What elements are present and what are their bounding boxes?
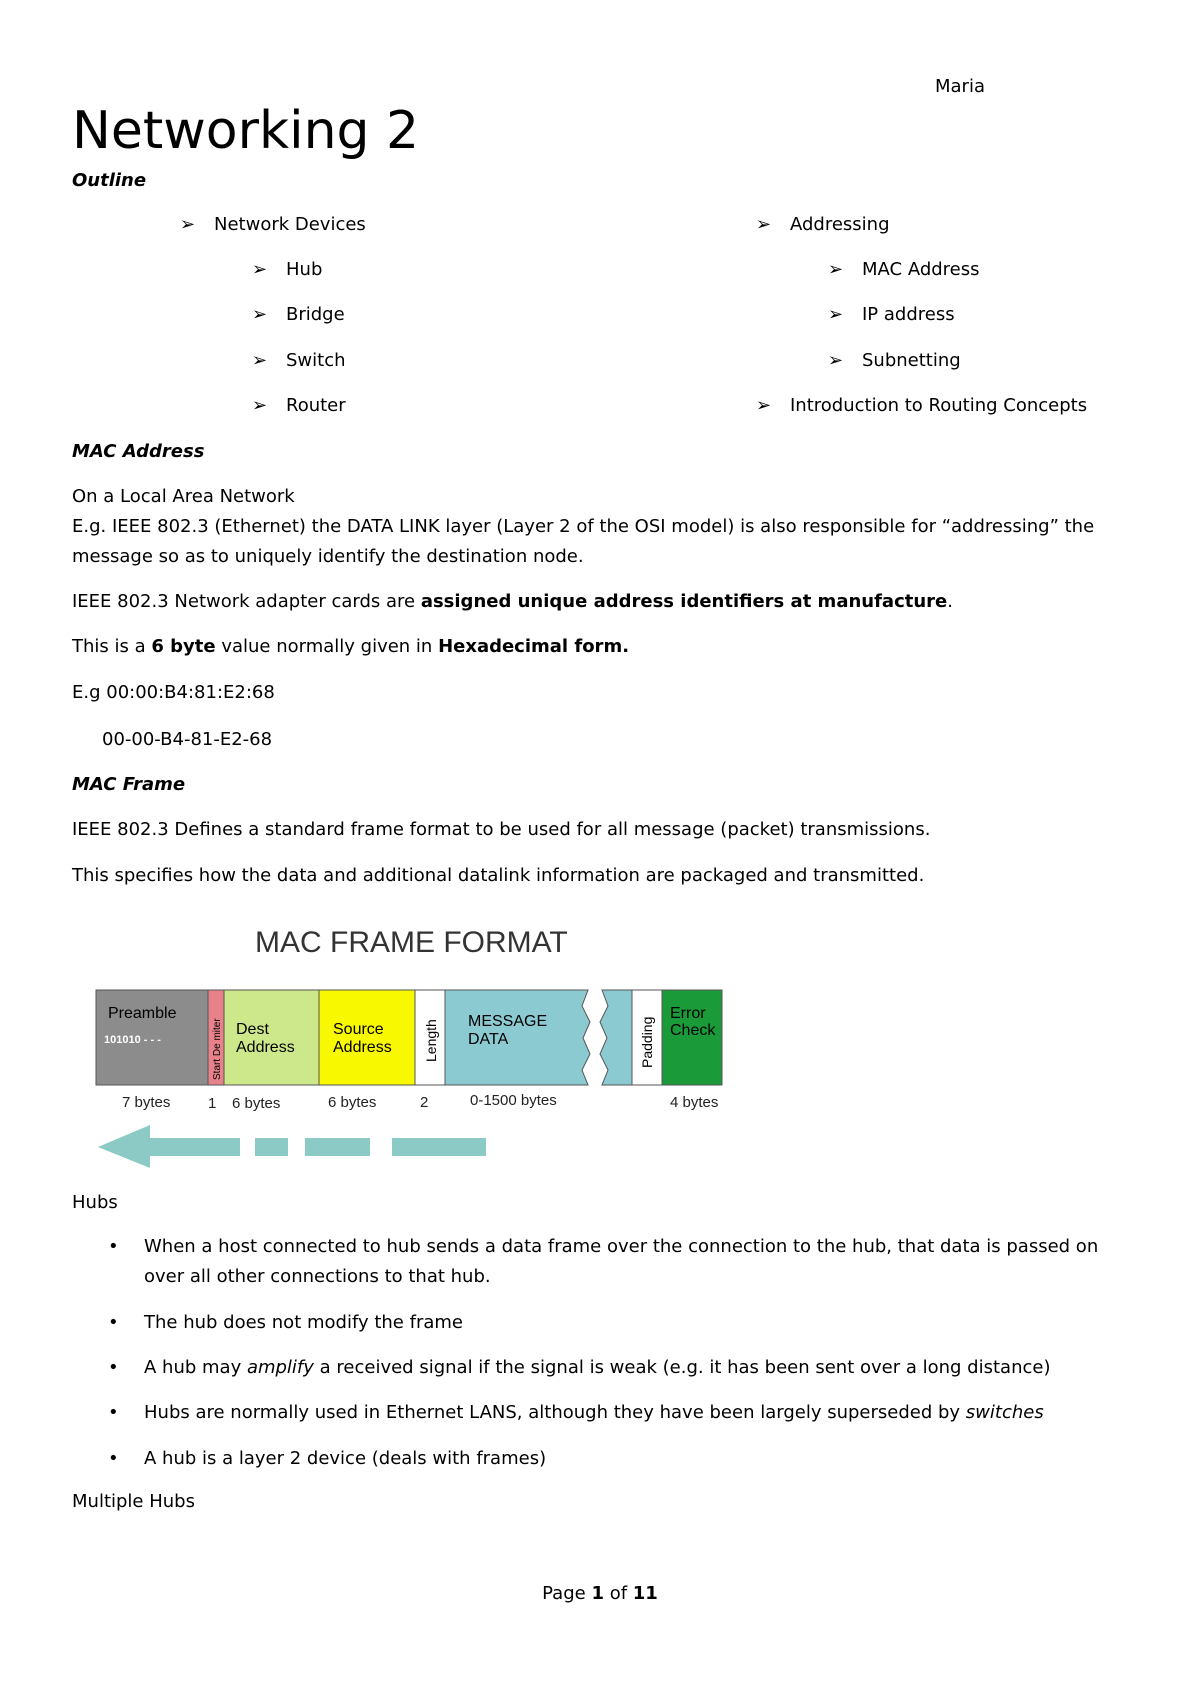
outline-item-addressing: ➢ Addressing bbox=[756, 214, 890, 235]
page-number: 1 bbox=[591, 1583, 604, 1604]
mac-frame-paragraph-2: This specifies how the data and additional datalink information are packaged and transmitted. bbox=[72, 865, 925, 886]
bullet-dot-icon: • bbox=[108, 1236, 119, 1257]
outline-item-network-devices: ➢ Network Devices bbox=[180, 214, 366, 235]
mac-address-format: This is a 6 byte value normally given in Hexadecimal form. bbox=[72, 636, 630, 657]
size-error-check: 4 bytes bbox=[670, 1094, 719, 1111]
arrow-bullet-icon: ➢ bbox=[180, 214, 196, 235]
size-start-delimiter: 1 bbox=[208, 1095, 217, 1112]
message-data-field bbox=[445, 990, 590, 1085]
arrow-bullet-icon: ➢ bbox=[756, 395, 772, 416]
outline-item-bridge: ➢ Bridge bbox=[252, 304, 345, 325]
page-title: Networking 2 bbox=[72, 101, 420, 161]
error-label-1: Error bbox=[670, 1005, 706, 1022]
mac-address-intro: On a Local Area Network bbox=[72, 486, 295, 507]
list-item: • A hub is a layer 2 device (deals with frames) bbox=[72, 1444, 1152, 1474]
size-message: 0-1500 bytes bbox=[470, 1092, 557, 1109]
start-delimiter-label: Start De miter bbox=[212, 1018, 223, 1080]
outline-item-subnetting: ➢ Subnetting bbox=[828, 350, 961, 371]
arrow-bullet-icon: ➢ bbox=[252, 350, 268, 371]
diagram-title: MAC FRAME FORMAT bbox=[255, 926, 568, 959]
message-data-continuation bbox=[600, 990, 632, 1085]
dest-label-1: Dest bbox=[236, 1021, 269, 1038]
preamble-bits: 101010 - - - bbox=[104, 1034, 161, 1046]
source-label-2: Address bbox=[333, 1039, 392, 1056]
mac-address-heading: MAC Address bbox=[72, 441, 205, 462]
arrow-bullet-icon: ➢ bbox=[756, 214, 772, 235]
list-item: • The hub does not modify the frame bbox=[72, 1308, 1152, 1338]
message-label-2: DATA bbox=[468, 1031, 509, 1048]
arrow-dash-2 bbox=[305, 1138, 370, 1156]
hubs-heading: Hubs bbox=[72, 1192, 118, 1213]
arrow-bullet-icon: ➢ bbox=[828, 350, 844, 371]
arrow-bullet-icon: ➢ bbox=[252, 259, 268, 280]
message-label-1: MESSAGE bbox=[468, 1013, 548, 1030]
mac-frame-paragraph-1: IEEE 802.3 Defines a standard frame format to be used for all message (packet) transmissions. bbox=[72, 819, 931, 840]
list-item: • Hubs are normally used in Ethernet LANS, although they have been largely superseded by switches bbox=[72, 1398, 1152, 1428]
mac-frame-format-diagram bbox=[90, 910, 750, 1170]
arrow-bullet-icon: ➢ bbox=[828, 259, 844, 280]
length-label: Length bbox=[423, 1019, 439, 1062]
outline-item-hub: ➢ Hub bbox=[252, 259, 323, 280]
arrow-dash-1 bbox=[255, 1138, 288, 1156]
list-item: • When a host connected to hub sends a data frame over the connection to the hub, that data is passed on over all other connections to that hub. bbox=[72, 1232, 1152, 1294]
author-name: Maria bbox=[935, 76, 985, 97]
outline-item-switch: ➢ Switch bbox=[252, 350, 346, 371]
preamble-label: Preamble bbox=[108, 1005, 177, 1022]
mac-frame-heading: MAC Frame bbox=[72, 774, 186, 795]
bullet-dot-icon: • bbox=[108, 1312, 119, 1333]
bullet-dot-icon: • bbox=[108, 1402, 119, 1423]
arrow-dash-3 bbox=[392, 1138, 486, 1156]
arrow-bullet-icon: ➢ bbox=[828, 304, 844, 325]
hubs-bullet-list bbox=[72, 1232, 1152, 1472]
page-footer: Page 1 of 11 bbox=[542, 1583, 658, 1604]
mac-address-paragraph: E.g. IEEE 802.3 (Ethernet) the DATA LINK layer (Layer 2 of the OSI model) is also responsible for “addressing” the message so as to uniquely identify the destination node. bbox=[72, 516, 1095, 567]
outline-item-routing-concepts: ➢ Introduction to Routing Concepts bbox=[756, 395, 1088, 416]
source-label-1: Source bbox=[333, 1021, 384, 1038]
list-item: • A hub may amplify a received signal if the signal is weak (e.g. it has been sent over a long distance) bbox=[72, 1353, 1152, 1383]
page-total: 11 bbox=[632, 1583, 658, 1604]
dest-label-2: Address bbox=[236, 1039, 295, 1056]
size-length: 2 bbox=[420, 1094, 429, 1111]
outline-item-ip-address: ➢ IP address bbox=[828, 304, 955, 325]
mac-address-example-dash: 00-00-B4-81-E2-68 bbox=[102, 729, 273, 750]
outline-item-mac-address: ➢ MAC Address bbox=[828, 259, 980, 280]
outline-item-router: ➢ Router bbox=[252, 395, 346, 416]
arrow-bullet-icon: ➢ bbox=[252, 395, 268, 416]
bullet-dot-icon: • bbox=[108, 1448, 119, 1469]
arrow-bullet-icon: ➢ bbox=[252, 304, 268, 325]
transmission-direction-arrow-icon bbox=[98, 1125, 240, 1168]
bullet-dot-icon: • bbox=[108, 1357, 119, 1378]
multiple-hubs-heading: Multiple Hubs bbox=[72, 1491, 195, 1512]
error-label-2: Check bbox=[670, 1022, 716, 1039]
mac-address-assigned: IEEE 802.3 Network adapter cards are assigned unique address identifiers at manufacture. bbox=[72, 591, 953, 612]
size-dest: 6 bytes bbox=[232, 1095, 281, 1112]
size-source: 6 bytes bbox=[328, 1094, 377, 1111]
outline-heading: Outline bbox=[72, 170, 147, 191]
mac-address-example-colon: E.g 00:00:B4:81:E2:68 bbox=[72, 682, 275, 703]
padding-label: Padding bbox=[639, 1016, 655, 1068]
size-preamble: 7 bytes bbox=[122, 1094, 171, 1111]
